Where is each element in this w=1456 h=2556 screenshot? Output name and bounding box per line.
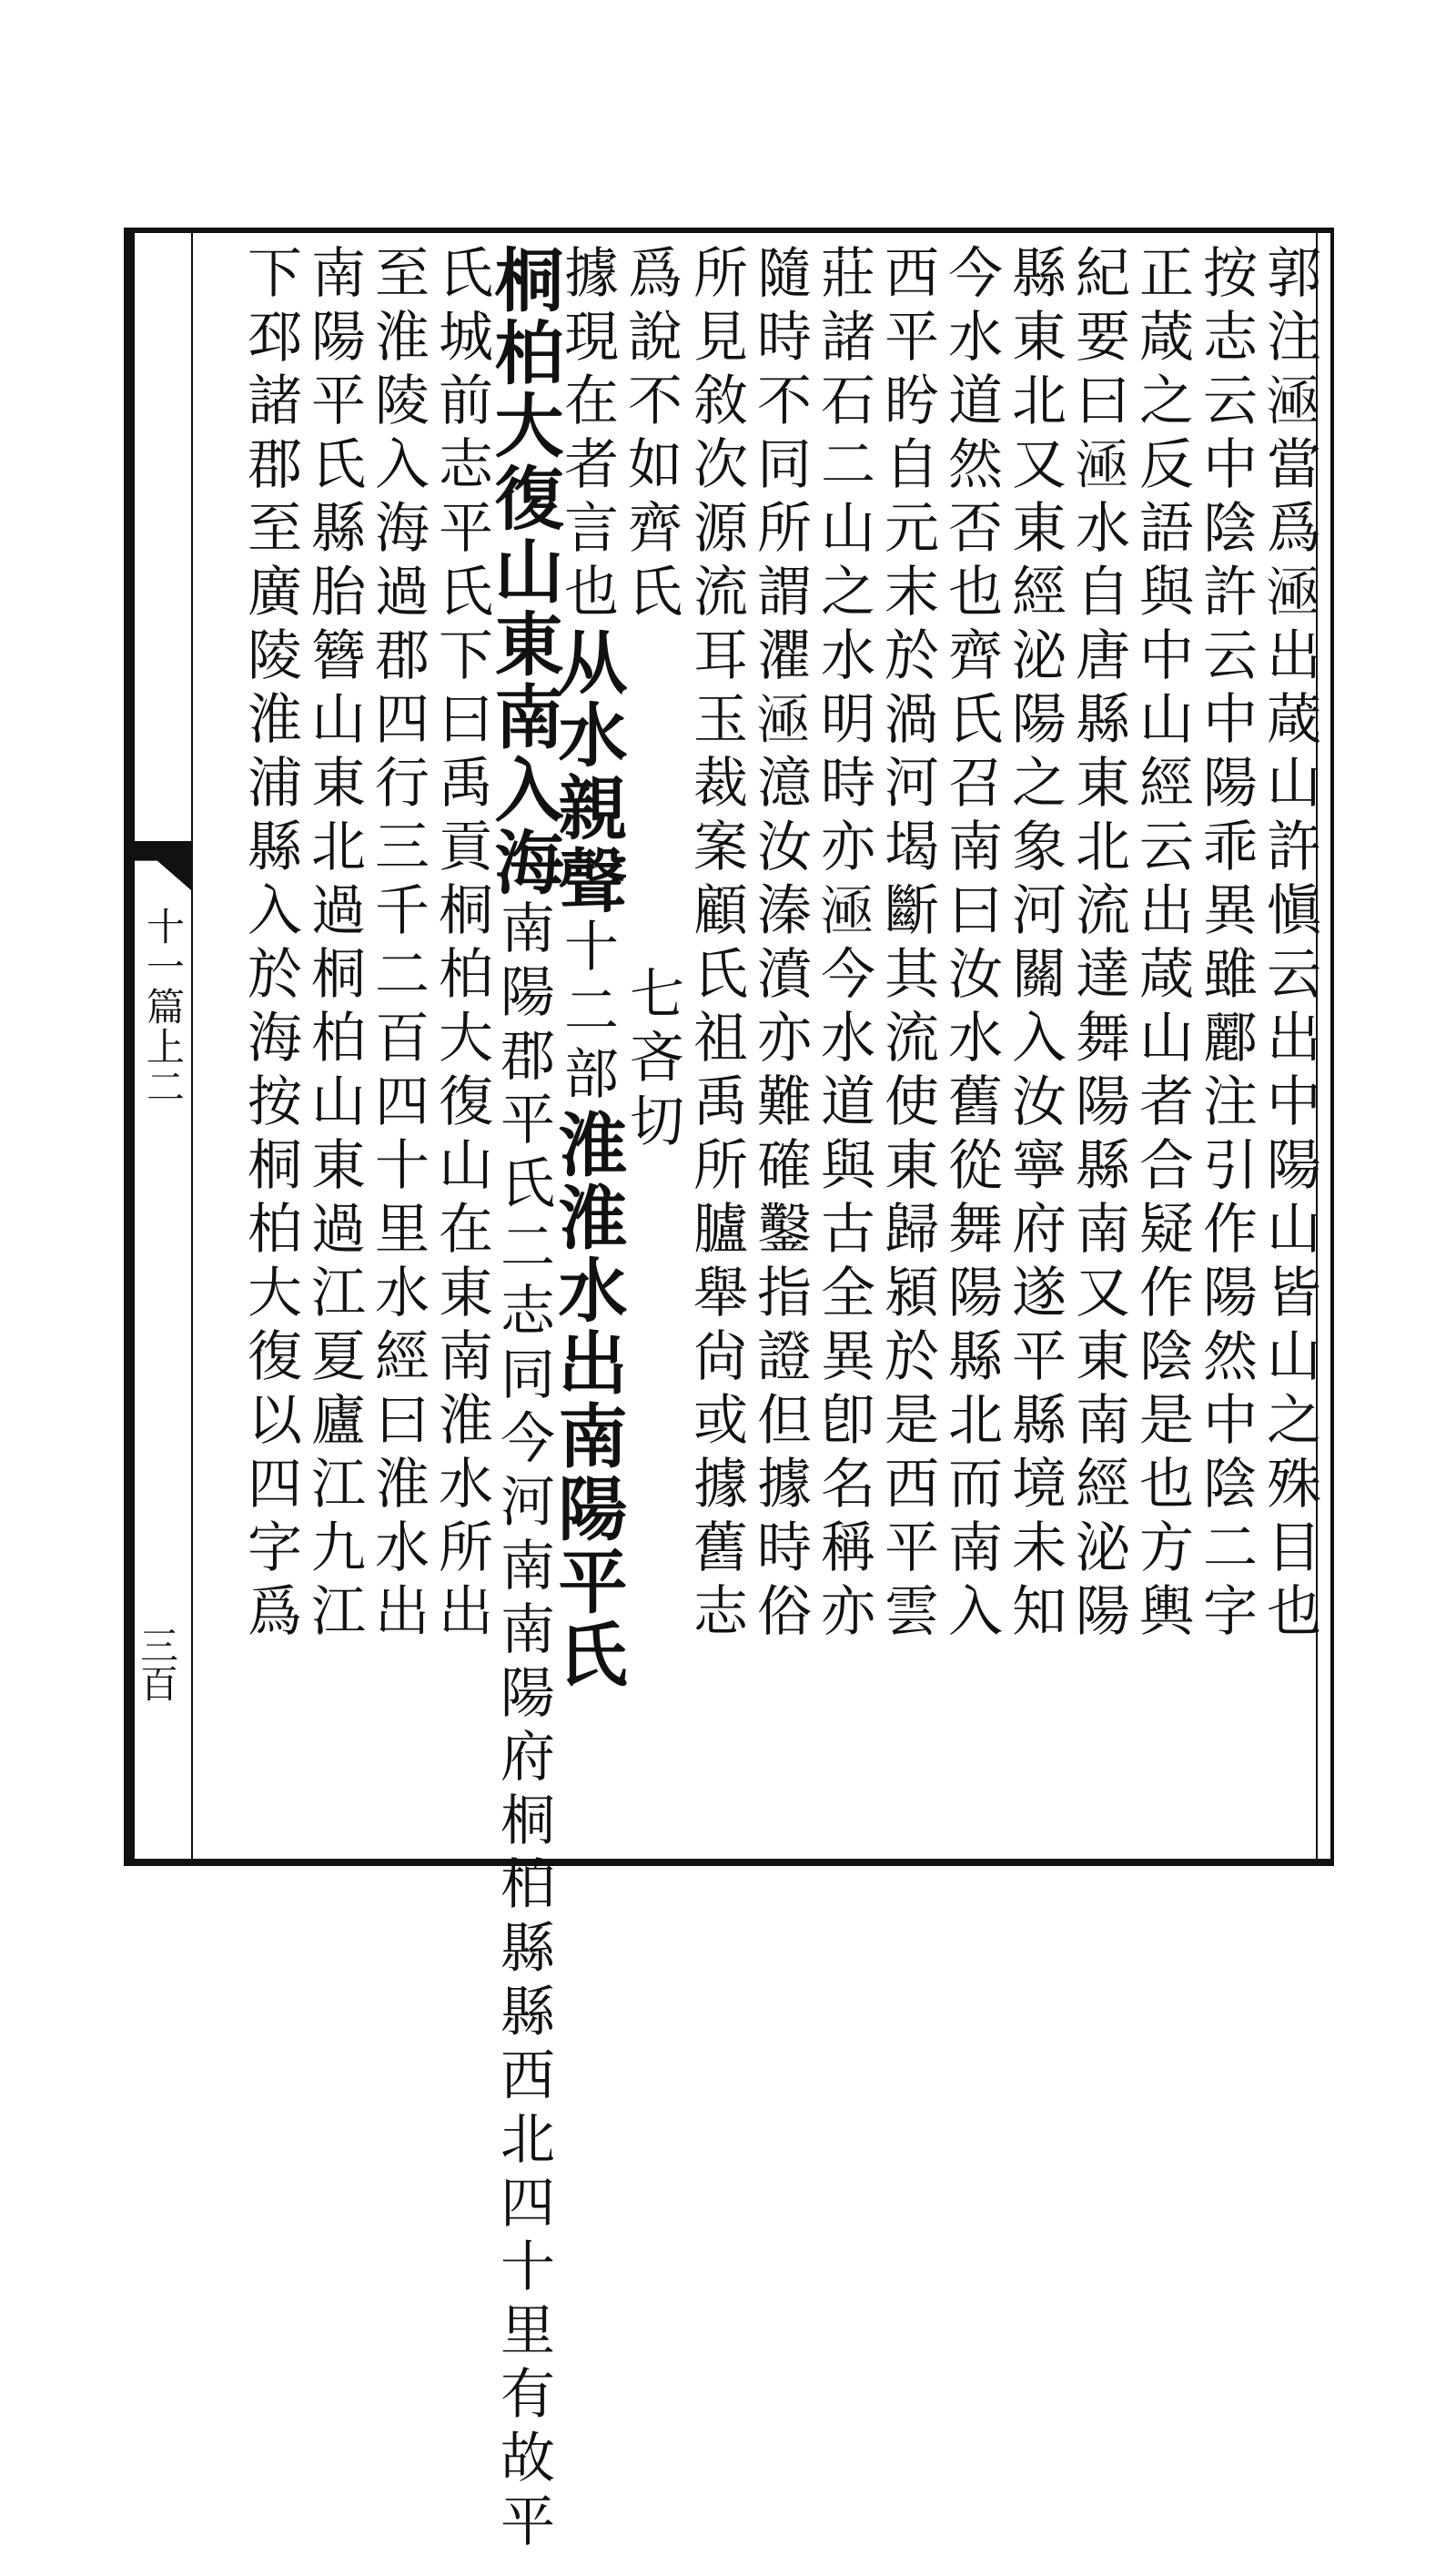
rhyme-group-note: 十二部 xyxy=(555,918,619,1109)
text-column-16 xyxy=(302,244,366,1855)
text-column-8 xyxy=(812,244,875,1855)
commentary-text: 南陽郡平氏二志同今河南南陽府桐柏縣縣西北四十里有故平 xyxy=(491,899,555,2556)
text-column-17 xyxy=(238,244,302,1855)
fanqie-note: 七吝切 xyxy=(621,965,684,1156)
text-column-6 xyxy=(939,244,1003,1855)
column-text: 紀要曰𣶬水自唐縣東北流達舞陽縣南又東南經泌陽 xyxy=(1067,244,1130,1646)
commentary-text: 爲說不如齊氏 xyxy=(619,244,682,626)
text-column-10 xyxy=(684,244,748,1855)
text-column-12 xyxy=(547,244,628,1855)
text-column-7 xyxy=(875,244,939,1855)
column-text: 郭注𣶬當爲𣶬出葴山許愼云出中陽山皆山之殊目也 xyxy=(1258,244,1321,1646)
headword-definition: 桐柏大復山東南入海 xyxy=(483,244,564,899)
fishtail-mark xyxy=(135,841,191,890)
center-fold-column xyxy=(124,233,197,1859)
column-text: 隨時不同所謂灈𣶬澺汝溱濆亦難確鑿指證但據時俗 xyxy=(748,244,812,1646)
text-column-14 xyxy=(430,244,493,1855)
text-column-4 xyxy=(1067,244,1130,1855)
headword-definition: 淮水出南陽平氏 xyxy=(547,1182,628,1691)
text-column-2 xyxy=(1194,244,1258,1855)
column-text: 正葴之反語與中山經云出葴山者合疑作陰是也方輿 xyxy=(1130,244,1194,1646)
column-text: 按志云中陰許云中陽乖異雖酈注引作陽然中陰二字 xyxy=(1194,244,1258,1646)
fold-divider xyxy=(191,233,193,1859)
text-column-11-tail xyxy=(621,965,684,1329)
column-text: 莊諸石二山之水明時亦𣶬今水道與古全異卽名稱亦 xyxy=(812,244,875,1646)
text-column-5 xyxy=(1003,244,1067,1855)
column-text: 西平盻自元末於渦河堨斷其流使東歸潁於是西平雲 xyxy=(875,244,939,1646)
commentary-text: 據現在者言也 xyxy=(555,244,619,626)
column-text: 縣東北又東經泌陽之象河關入汝寧府遂平縣境未知 xyxy=(1003,244,1067,1646)
column-text: 至淮陵入海過郡四行三千二百四十里水經曰淮水出 xyxy=(366,244,430,1646)
text-column-13 xyxy=(483,244,564,2556)
page-number: 三百 xyxy=(135,1626,179,1702)
text-column-15 xyxy=(366,244,430,1855)
column-text: 今水道然否也齊氏召南曰汝水舊從舞陽縣北而南入 xyxy=(939,244,1003,1646)
column-text-mixed xyxy=(483,244,564,2556)
headword-entry: 从水親聲 xyxy=(547,626,628,918)
text-column-1 xyxy=(1258,244,1321,1855)
column-text: 氏城前志平氏下曰禹貢桐柏大復山在東南淮水所出 xyxy=(430,244,493,1646)
seal-script-character: 淮 xyxy=(547,1109,628,1182)
column-text: 所見敘次源流耳玉裁案顧氏祖禹所臚舉尙或據舊志 xyxy=(684,244,748,1646)
column-text: 南陽平氏縣胎簪山東北過桐柏山東過江夏廬江九江 xyxy=(302,244,366,1646)
chapter-label: 十一篇上二 xyxy=(141,907,186,1107)
text-column-9 xyxy=(748,244,812,1855)
column-text: 下邳諸郡至廣陵淮浦縣入於海按桐柏大復以四字爲 xyxy=(238,244,302,1646)
text-column-3 xyxy=(1130,244,1194,1855)
